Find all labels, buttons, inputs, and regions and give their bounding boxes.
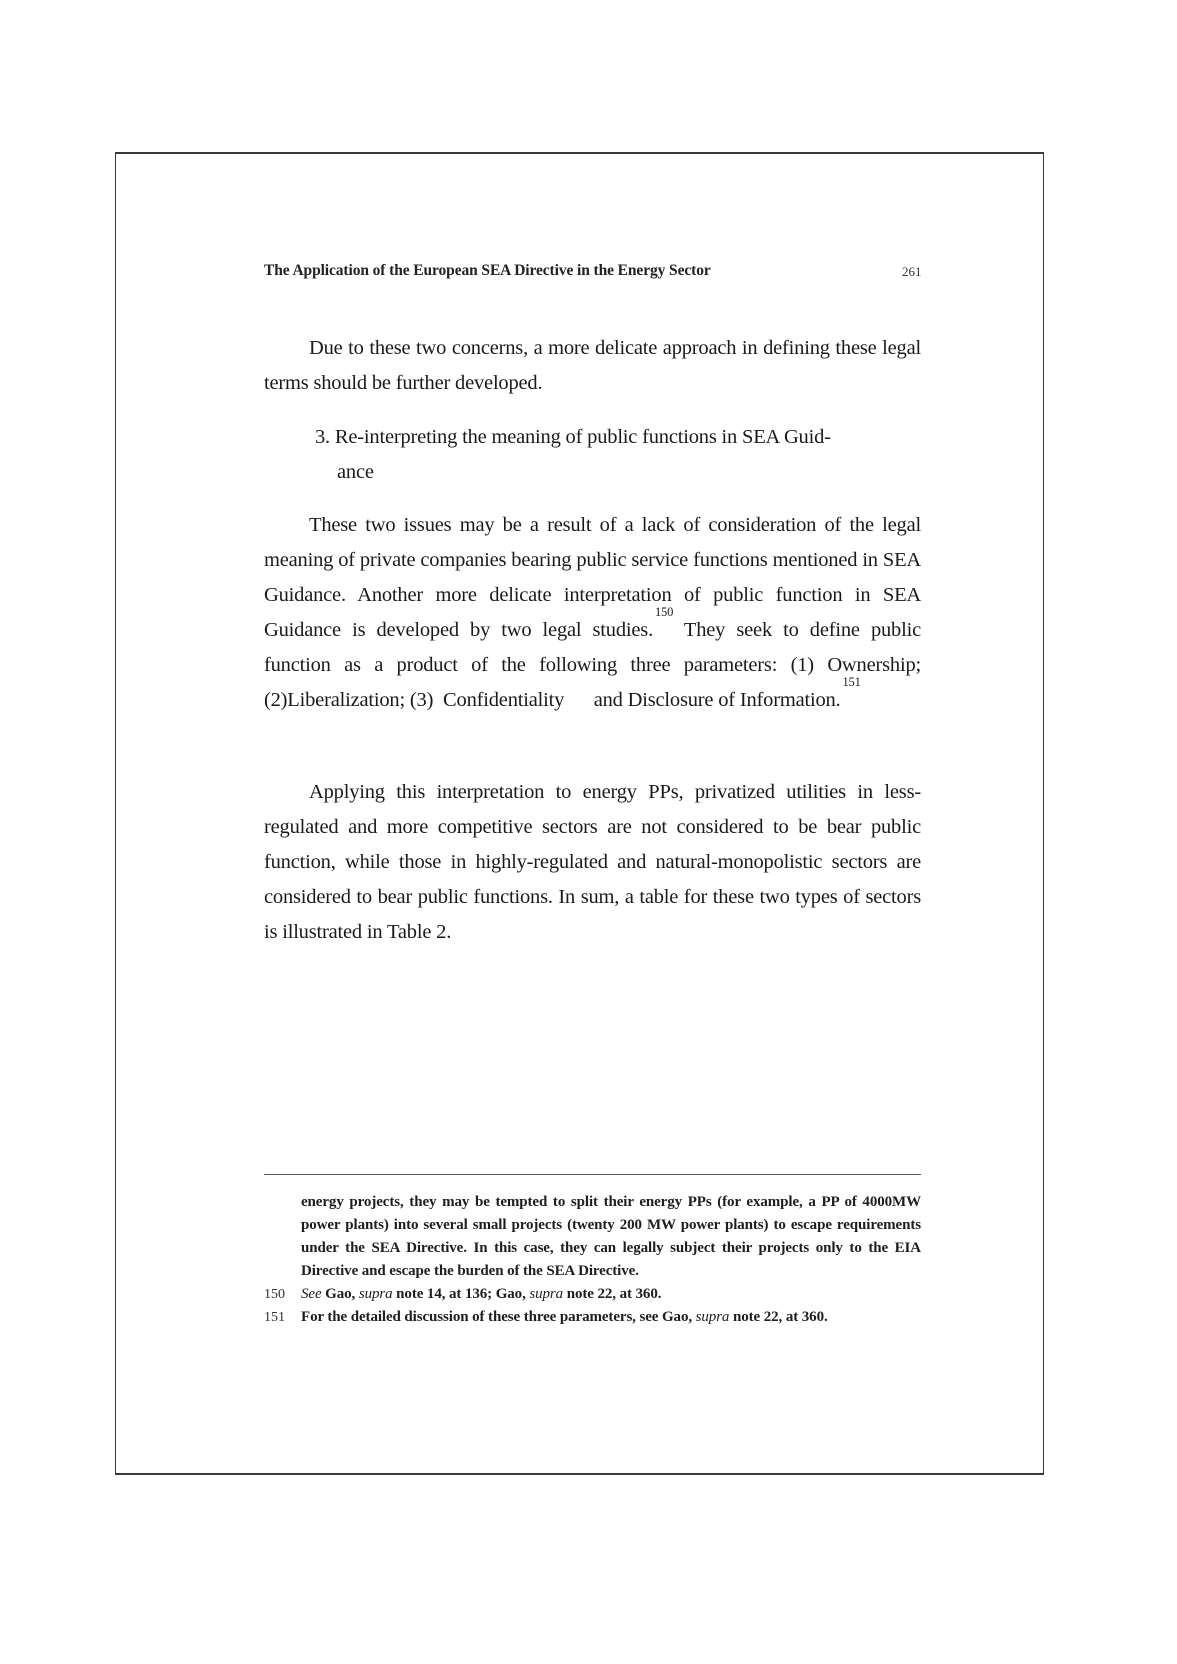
paragraph-3 xyxy=(264,775,921,950)
footnote-ref-151[interactable]: 151 xyxy=(842,675,861,689)
section-heading-line-1: Re-interpreting the meaning of public functions in SEA Guid- xyxy=(334,426,831,448)
footnote-signal-see: See xyxy=(301,1286,322,1302)
footnote-separator xyxy=(264,1174,921,1175)
running-head-title: The Application of the European SEA Directive in the Energy Sector xyxy=(264,262,711,279)
section-heading xyxy=(315,420,921,490)
footnote-ref-150[interactable]: 150 xyxy=(655,605,674,619)
footnote-number: 150 xyxy=(264,1287,285,1302)
page-number: 261 xyxy=(902,264,922,279)
footnote-150 xyxy=(264,1283,921,1306)
footnote-supra: supra xyxy=(695,1309,730,1325)
section-heading-line-2: ance xyxy=(337,461,374,483)
footnote-text xyxy=(301,1283,921,1306)
paragraph-1 xyxy=(264,331,921,401)
paragraph-3-text: Applying this interpretation to energy PPs, privatized utilities in less-regulated and more competitive sectors are not considered to be bear public function, while those in highly-regulated and natural-monopolistic sectors are considered to bear public functions. In sum, a table for these two types of sectors is illustrated in Table 2. xyxy=(264,781,921,943)
footnote-text-segment: note 22, at 360. xyxy=(563,1286,662,1302)
paragraph-2-text xyxy=(264,508,926,718)
footnotes-section xyxy=(264,1191,921,1329)
footnote-151 xyxy=(264,1306,921,1329)
footnote-supra: supra xyxy=(529,1286,564,1302)
footnote-text-segment: Gao, xyxy=(321,1286,359,1302)
paragraph-2-part-2: They seek to define public function as a product of the following three parameters: (1) Ownership; (2)Liberalization; (3) Confidentiality and Disclosure of Information. xyxy=(264,619,926,711)
footnote-text xyxy=(301,1306,921,1329)
footnote-supra: supra xyxy=(358,1286,393,1302)
paragraph-2 xyxy=(264,508,926,718)
footnote-number: 151 xyxy=(264,1310,285,1325)
footnote-text-segment: note 22, at 360. xyxy=(729,1309,828,1325)
section-heading-number: 3. xyxy=(315,426,330,448)
paragraph-1-text: Due to these two concerns, a more delicate approach in defining these legal terms should be further developed. xyxy=(264,337,921,394)
paragraph-2-part-1: These two issues may be a result of a lack of consideration of the legal meaning of private companies bearing public service functions mentioned in SEA Guidance. Another more delicate interpretation of public function in SEA Guidance is developed by two legal studies. xyxy=(264,514,921,641)
footnote-text-segment: For the detailed discussion of these three parameters, see Gao, xyxy=(301,1309,696,1325)
footnote-text-segment: note 14, at 136; Gao, xyxy=(392,1286,530,1302)
footnote-continuation: energy projects, they may be tempted to split their energy PPs (for example, a PP of 4000MW power plants) into several small projects (twenty 200 MW power plants) to escape requirements under the SEA Directive. In this case, they can legally subject their projects only to the EIA Directive and escape the burden of the SEA Directive. xyxy=(301,1194,921,1279)
